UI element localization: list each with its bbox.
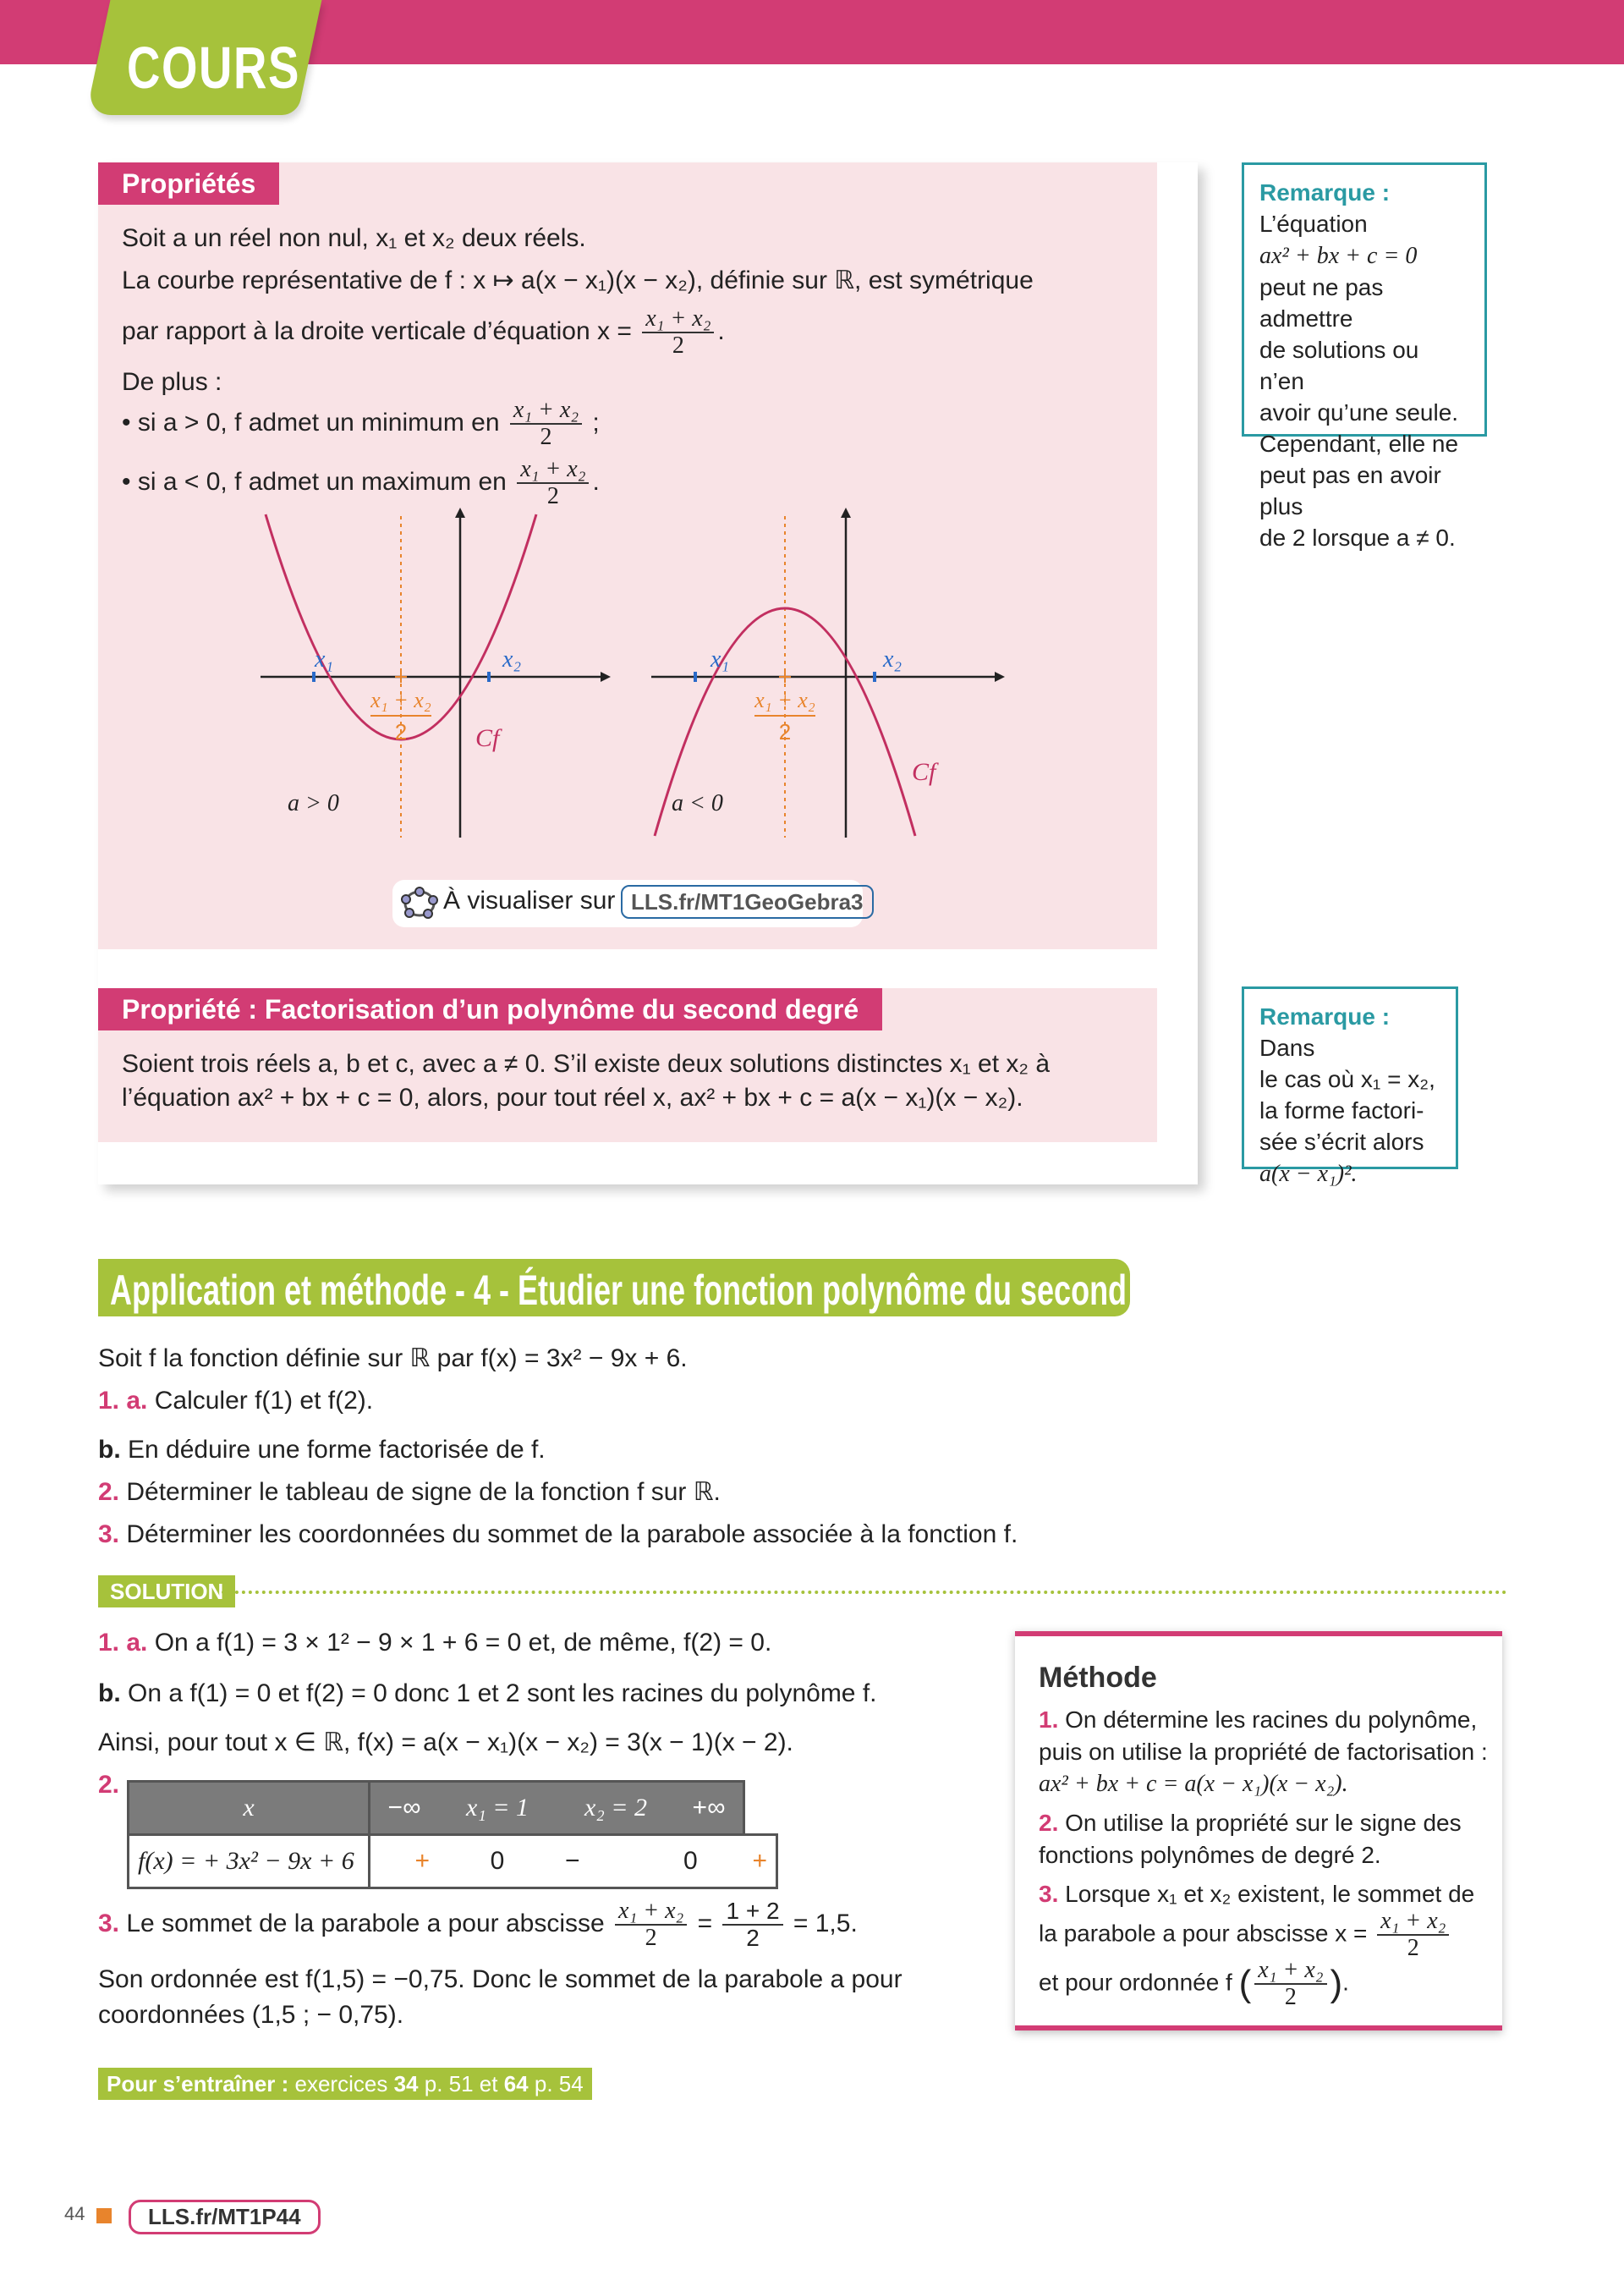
app-q3-text: Déterminer les coordonnées du sommet de la parabole associée à la fonction f. — [126, 1520, 1018, 1548]
train-text2: p. 51 et — [424, 2071, 498, 2096]
app-q1b-num: b. — [98, 1436, 121, 1464]
method-1a — [1039, 1704, 1477, 1736]
sol-1c: Ainsi, pour tout x ∈ ℝ, f(x) = a(x − x₁)(x − x₂) = 3(x − 1)(x − 2). — [98, 1728, 793, 1756]
remark1-line6: peut pas en avoir plus — [1259, 462, 1441, 519]
remark2-line4: a(x − x₁)². — [1259, 1161, 1358, 1187]
app-q2-text: Déterminer le tableau de signe de la fonction f sur ℝ. — [126, 1478, 721, 1506]
train-label: Pour s’entraîner : — [107, 2071, 289, 2096]
remark2-line2: la forme factori- — [1259, 1097, 1424, 1124]
sign-table-row-label: f(x) = + 3x² − 9x + 6 — [129, 1835, 370, 1888]
sol-3-frac1-den: 2 — [645, 1925, 657, 1951]
graph1-x2-tick — [487, 672, 491, 682]
props-line3-num: x₁ + x₂ — [642, 306, 714, 333]
props-line3-den: 2 — [672, 332, 684, 359]
graph-a-positive — [245, 508, 617, 846]
method-3-frac2-num: x₁ + x₂ — [1254, 1958, 1326, 1985]
props-bullet2-num: x₁ + x₂ — [517, 457, 589, 484]
train-ex1[interactable]: 34 — [393, 2071, 419, 2096]
remark2-line0: Dans — [1259, 1035, 1315, 1061]
sol-3 — [98, 1899, 858, 1951]
sign-table-cell-3: 0 — [675, 1835, 744, 1888]
method-3-frac-den: 2 — [1407, 1935, 1419, 1961]
sol-5: coordonnées (1,5 ; − 0,75). — [98, 2001, 404, 2029]
method-2b: fonctions polynômes de degré 2. — [1039, 1842, 1381, 1868]
sign-table-x: x — [129, 1782, 370, 1835]
graph2-x1-tick — [694, 672, 697, 682]
factor-line1: Soient trois réels a, b et c, avec a ≠ 0. S’il existe deux solutions distinctes x₁ et x₂ à — [122, 1050, 1051, 1078]
remark-equation — [1242, 162, 1487, 551]
graph2-x2-label: x₂ — [883, 646, 903, 673]
graph1-curve-label: Cf — [475, 724, 500, 752]
graph1-x1-tick — [312, 672, 315, 682]
graph2-condition: a < 0 — [672, 790, 723, 816]
method-3-frac-num: x₁ + x₂ — [1377, 1909, 1449, 1936]
graph1-x1-label: x₁ — [315, 646, 334, 673]
app-q1a-num: 1. a. — [98, 1387, 148, 1415]
props-bullet2-fraction — [517, 457, 589, 509]
remark-double-root — [1242, 986, 1458, 1187]
method-3a-text: Lorsque x₁ et x₂ existent, le sommet de — [1065, 1881, 1475, 1907]
geogebra-pill[interactable] — [392, 880, 863, 927]
method-3c: et pour ordonnée f ( $\frac{\text{x₁ + x₂}}{2}$ ). — [1039, 1957, 1349, 2010]
graph2-x1-label: x₁ — [710, 646, 730, 673]
method-1a-text: On détermine les racines du polynôme, — [1065, 1706, 1478, 1733]
method-3b — [1039, 1909, 1452, 1961]
solution-dotted-rule — [222, 1591, 1507, 1594]
props-bullet2-den: 2 — [546, 483, 559, 509]
sol-3-frac1-num: x₁ + x₂ — [615, 1899, 687, 1926]
props-line1: Soit a un réel non nul, x₁ et x₂ deux réels. — [122, 224, 586, 252]
props-bullet2: • si a < 0, f admet un maximum en $\frac{\text{x₁ + x₂}}{2}$ . — [122, 456, 600, 509]
sol-3-frac2 — [722, 1899, 782, 1951]
graph1-x-arrow — [601, 672, 611, 682]
props-bullet1-text: • si a > 0, f admet un minimum en — [122, 408, 500, 437]
app-q2 — [98, 1475, 721, 1509]
remark1-line7: de 2 lorsque a ≠ 0. — [1259, 525, 1456, 551]
sol-3-num: 3. — [98, 1909, 120, 1937]
graph2-x-arrow — [995, 672, 1005, 682]
props-bullet2-text: • si a < 0, f admet un maximum en — [122, 467, 507, 496]
sol-3-frac1 — [615, 1899, 687, 1951]
properties-title: Propriétés — [98, 162, 279, 205]
sol-3-frac2-num: 1 + 2 — [722, 1899, 782, 1926]
app-q3 — [98, 1518, 1018, 1552]
sol-3-result: = 1,5. — [793, 1909, 858, 1937]
cours-label: COURS — [127, 35, 300, 101]
remark2-line3: sée s’écrit alors — [1259, 1129, 1424, 1155]
method-1b: puis on utilise la propriété de factorisation : — [1039, 1739, 1488, 1765]
graph1-y-arrow — [455, 508, 465, 518]
sol-3-text: Le sommet de la parabole a pour abscisse — [126, 1909, 605, 1937]
sol-1a-text: On a f(1) = 3 × 1² − 9 × 1 + 6 = 0 et, de même, f(2) = 0. — [154, 1629, 772, 1657]
app-q1a — [98, 1384, 373, 1418]
props-line2: La courbe représentative de f : x ↦ a(x − x₁)(x − x₂), définie sur ℝ, est symétrique — [122, 267, 1034, 294]
app-q2-num: 2. — [98, 1478, 120, 1506]
app-q1b-text: En déduire une forme factorisée de f. — [128, 1436, 546, 1464]
app-q1a-text: Calculer f(1) et f(2). — [154, 1387, 374, 1415]
sign-table — [127, 1780, 778, 1889]
props-line3-fraction — [642, 306, 714, 359]
sign-table-row — [129, 1835, 777, 1888]
remark1-line4: avoir qu’une seule. — [1259, 399, 1459, 426]
method-title: Méthode — [1039, 1662, 1157, 1694]
footer-link[interactable]: LLS.fr/MT1P44 — [129, 2200, 321, 2234]
sign-table-head-row — [129, 1782, 777, 1835]
sign-table-plus-inf: +∞ — [675, 1782, 744, 1835]
method-3-frac2 — [1254, 1958, 1326, 2010]
factorisation-title: Propriété : Factorisation d’un polynôme du second degré — [98, 988, 882, 1030]
sign-table-cell-0: + — [370, 1835, 439, 1888]
props-line4: De plus : — [122, 368, 222, 396]
method-2a-text: On utilise la propriété sur le signe des — [1065, 1810, 1462, 1836]
method-1c: ax² + bx + c = a(x − x₁)(x − x₂). — [1039, 1771, 1348, 1797]
graph2-mid-num: x₁ + x₂ — [754, 688, 815, 712]
method-3-frac — [1377, 1909, 1449, 1961]
app-q1b — [98, 1433, 546, 1467]
geogebra-link[interactable]: LLS.fr/MT1GeoGebra3 — [621, 885, 874, 919]
sign-table-minus-inf: −∞ — [370, 1782, 439, 1835]
method-3-num: 3. — [1039, 1881, 1059, 1907]
sol-3-frac2-den: 2 — [746, 1925, 760, 1951]
method-2-num: 2. — [1039, 1810, 1059, 1836]
method-3-frac2-den: 2 — [1284, 1984, 1297, 2010]
sol-1a-num: 1. a. — [98, 1629, 148, 1657]
graph2-y-arrow — [841, 508, 851, 518]
method-box — [1015, 1631, 1502, 2030]
graph1-mid-num: x₁ + x₂ — [370, 688, 431, 712]
application-banner — [98, 1259, 1219, 1316]
sol-1a — [98, 1626, 771, 1660]
props-bullet1-num: x₁ + x₂ — [510, 398, 582, 425]
props-line3: par rapport à la droite verticale d’équation x = $\frac{\text{x₁ + x₂}}{2}$ . — [122, 305, 725, 359]
method-3b-text: la parabole a pour abscisse x = — [1039, 1920, 1368, 1947]
sign-table-cell-4: + — [744, 1835, 777, 1888]
sign-table-cell-1: 0 — [438, 1835, 557, 1888]
sol-2-num: 2. — [98, 1771, 120, 1799]
remark1-line5: Cependant, elle ne — [1259, 431, 1459, 457]
remark1-line3: de solutions ou n’en — [1259, 337, 1419, 394]
graph1-x2-label: x₂ — [502, 646, 522, 673]
geogebra-icon — [401, 885, 438, 922]
sign-table-cell-2: − — [557, 1835, 675, 1888]
remark1-line1: ax² + bx + c = 0 — [1259, 243, 1418, 269]
remark2-label: Remarque : — [1259, 1003, 1391, 1030]
sol-1b-text: On a f(1) = 0 et f(2) = 0 donc 1 et 2 sont les racines du polynôme f. — [128, 1679, 877, 1707]
props-bullet1: • si a > 0, f admet un minimum en $\frac{\text{x₁ + x₂}}{2}$ ; — [122, 397, 600, 450]
props-bullet1-den: 2 — [540, 424, 552, 450]
graph-a-negative — [643, 508, 1015, 846]
training-box — [98, 2068, 592, 2100]
footer-square — [96, 2208, 112, 2223]
remark1-label: Remarque : — [1259, 179, 1391, 206]
app-q3-num: 3. — [98, 1520, 120, 1548]
graph2-mid-den: 2 — [778, 719, 792, 745]
props-bullet1-fraction — [510, 398, 582, 450]
sol-3-eq: = — [697, 1909, 713, 1937]
factor-line2: l’équation ax² + bx + c = 0, alors, pour tout réel x, ax² + bx + c = a(x − x₁)(x − x₂). — [122, 1084, 1023, 1112]
graph1-mid-den: 2 — [394, 719, 408, 745]
train-text1: exercices — [294, 2071, 388, 2096]
graph1-condition: a > 0 — [288, 790, 339, 816]
remark1-line2: peut ne pas admettre — [1259, 274, 1384, 332]
page-number: 44 — [64, 2203, 85, 2224]
method-3a — [1039, 1878, 1474, 1910]
method-2a — [1039, 1807, 1462, 1839]
application-banner-text: Application et méthode - 4 - Étudier une fonction polynôme du second degré — [110, 1267, 1219, 1314]
geogebra-text: À visualiser sur — [443, 887, 616, 915]
sol-1b-num: b. — [98, 1679, 121, 1707]
solution-tag: SOLUTION — [98, 1575, 235, 1607]
graph2-x2-tick — [873, 672, 876, 682]
sol-1b — [98, 1677, 877, 1711]
sign-table-x1: x₁ = 1 — [438, 1782, 557, 1835]
train-text3: p. 54 — [534, 2071, 584, 2096]
remark1-line0: L’équation — [1259, 211, 1368, 237]
sign-table-x2: x₂ = 2 — [557, 1782, 675, 1835]
method-1-num: 1. — [1039, 1706, 1059, 1733]
graph2-curve-label: Cf — [912, 758, 936, 786]
method-3c-text: et pour ordonnée f — [1039, 1969, 1232, 1996]
app-intro: Soit f la fonction définie sur ℝ par f(x) = 3x² − 9x + 6. — [98, 1344, 688, 1372]
train-ex2[interactable]: 64 — [503, 2071, 529, 2096]
sol-4: Son ordonnée est f(1,5) = −0,75. Donc le sommet de la parabole a pour — [98, 1965, 903, 1993]
remark2-line1: le cas où x₁ = x₂, — [1259, 1066, 1435, 1092]
props-line3-text: par rapport à la droite verticale d’équation x = — [122, 316, 632, 345]
